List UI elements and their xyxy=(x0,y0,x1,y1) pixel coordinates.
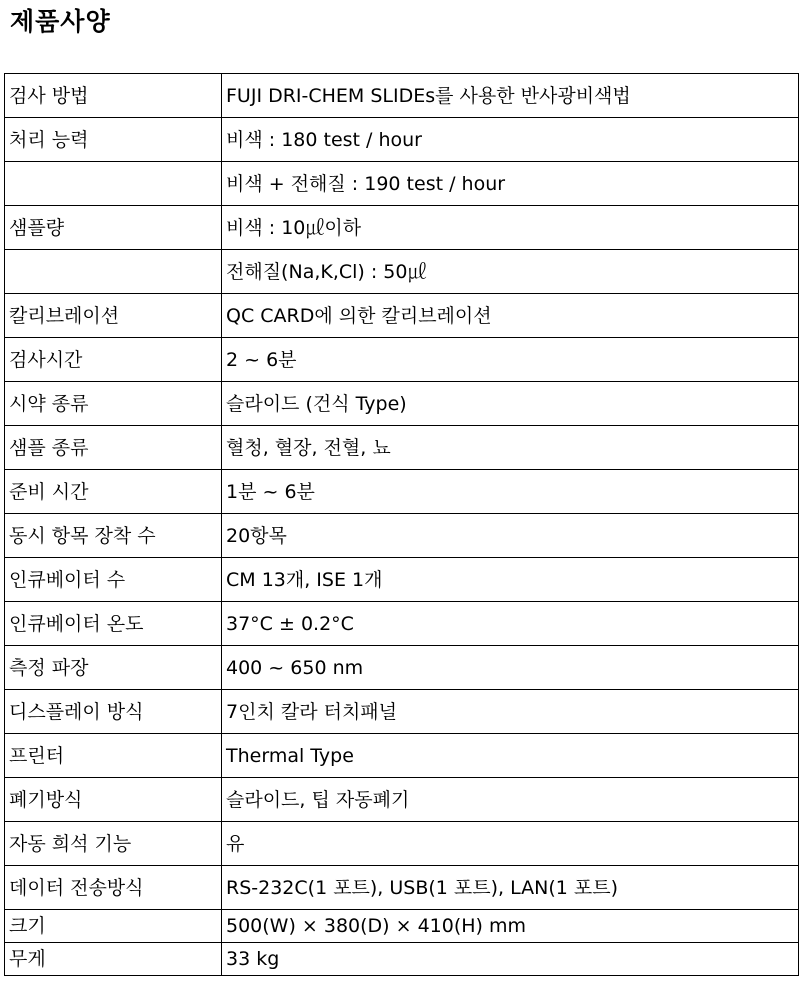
row-value: 슬라이드 (건식 Type) xyxy=(222,382,799,426)
table-row xyxy=(5,602,799,646)
row-label: 인큐베이터 온도 xyxy=(5,602,222,646)
row-value: QC CARD에 의한 칼리브레이션 xyxy=(222,294,799,338)
row-label: 칼리브레이션 xyxy=(5,294,222,338)
table-row xyxy=(5,646,799,690)
table-row xyxy=(5,470,799,514)
table-row xyxy=(5,250,799,294)
row-label: 폐기방식 xyxy=(5,778,222,822)
row-value: 2 ~ 6분 xyxy=(222,338,799,382)
row-value: 전해질(Na,K,Cl) : 50㎕ xyxy=(222,250,799,294)
table-row xyxy=(5,690,799,734)
row-label: 시약 종류 xyxy=(5,382,222,426)
table-row xyxy=(5,338,799,382)
row-label: 측정 파장 xyxy=(5,646,222,690)
row-value: 1분 ~ 6분 xyxy=(222,470,799,514)
row-label: 처리 능력 xyxy=(5,118,222,162)
table-row xyxy=(5,866,799,910)
row-label xyxy=(5,250,222,294)
row-value: 유 xyxy=(222,822,799,866)
table-row xyxy=(5,206,799,250)
table-row xyxy=(5,294,799,338)
row-label: 검사 방법 xyxy=(5,74,222,118)
row-value: 400 ~ 650 nm xyxy=(222,646,799,690)
row-label: 데이터 전송방식 xyxy=(5,866,222,910)
table-row xyxy=(5,778,799,822)
table-row xyxy=(5,382,799,426)
row-value: 비색 : 180 test / hour xyxy=(222,118,799,162)
row-label: 프린터 xyxy=(5,734,222,778)
row-label: 동시 항목 장착 수 xyxy=(5,514,222,558)
row-label: 크기 xyxy=(5,910,222,943)
row-value: 20항목 xyxy=(222,514,799,558)
row-value: 37°C ± 0.2°C xyxy=(222,602,799,646)
table-row xyxy=(5,822,799,866)
row-value: RS-232C(1 포트), USB(1 포트), LAN(1 포트) xyxy=(222,866,799,910)
row-label xyxy=(5,162,222,206)
spec-table xyxy=(4,73,799,976)
table-row xyxy=(5,74,799,118)
row-value: 33 kg xyxy=(222,943,799,976)
row-value: 혈청, 혈장, 전혈, 뇨 xyxy=(222,426,799,470)
row-value: 슬라이드, 팁 자동폐기 xyxy=(222,778,799,822)
table-row xyxy=(5,162,799,206)
row-value: 비색 + 전해질 : 190 test / hour xyxy=(222,162,799,206)
row-label: 샘플 종류 xyxy=(5,426,222,470)
row-value: 비색 : 10㎕이하 xyxy=(222,206,799,250)
row-value: CM 13개, ISE 1개 xyxy=(222,558,799,602)
table-row xyxy=(5,118,799,162)
row-value: 500(W) × 380(D) × 410(H) mm xyxy=(222,910,799,943)
row-label: 디스플레이 방식 xyxy=(5,690,222,734)
row-label: 인큐베이터 수 xyxy=(5,558,222,602)
row-value: Thermal Type xyxy=(222,734,799,778)
table-row xyxy=(5,734,799,778)
row-label: 무게 xyxy=(5,943,222,976)
row-label: 자동 희석 기능 xyxy=(5,822,222,866)
table-row xyxy=(5,558,799,602)
table-row xyxy=(5,910,799,943)
row-label: 샘플량 xyxy=(5,206,222,250)
row-label: 준비 시간 xyxy=(5,470,222,514)
page-title: 제품사양 xyxy=(10,7,111,36)
row-value: FUJI DRI-CHEM SLIDEs를 사용한 반사광비색법 xyxy=(222,74,799,118)
table-row xyxy=(5,514,799,558)
table-row xyxy=(5,426,799,470)
row-label: 검사시간 xyxy=(5,338,222,382)
row-value: 7인치 칼라 터치패널 xyxy=(222,690,799,734)
table-row xyxy=(5,943,799,976)
